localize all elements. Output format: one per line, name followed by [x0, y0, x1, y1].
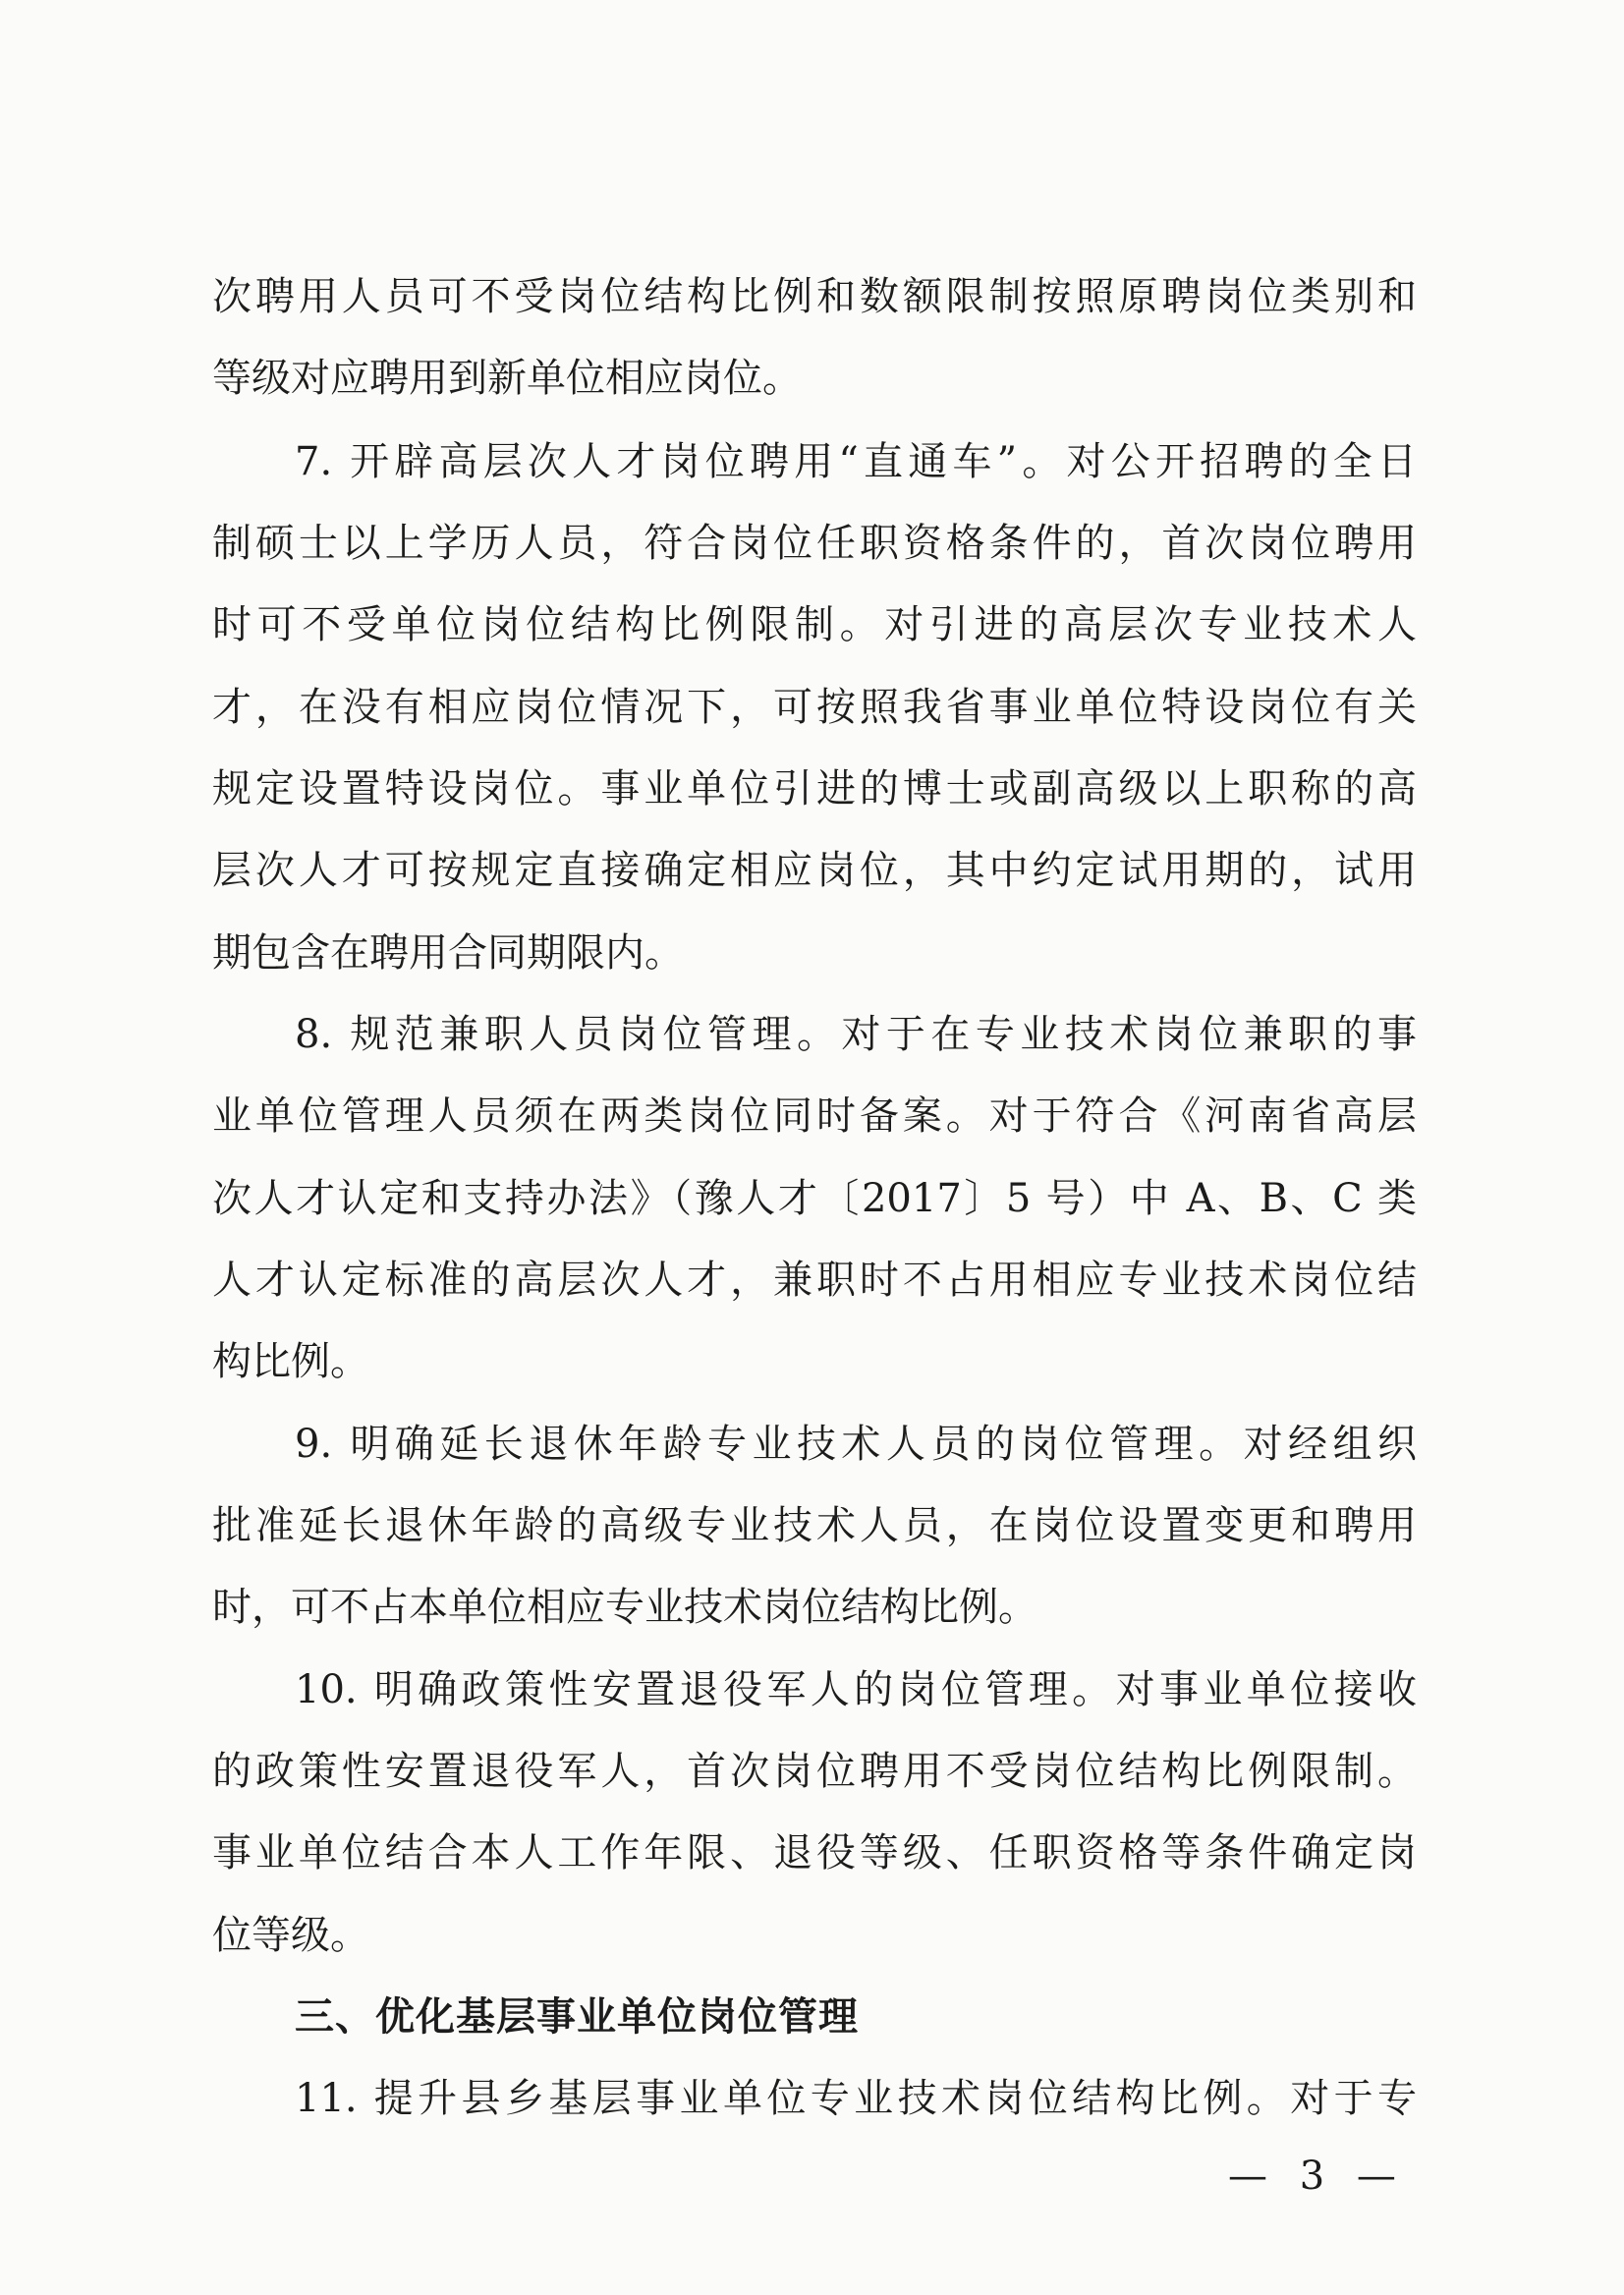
paragraph-line: 才，在没有相应岗位情况下，可按照我省事业单位特设岗位有关	[212, 685, 1417, 730]
paragraph-line: 次聘用人员可不受岗位结构比例和数额限制按照原聘岗位类别和	[212, 274, 1417, 319]
paragraph-line: 9. 明确延长退休年龄专业技术人员的岗位管理。对经组织	[295, 1422, 1417, 1467]
paragraph-line: 人才认定标准的高层次人才，兼职时不占用相应专业技术岗位结	[212, 1258, 1417, 1303]
paragraph-line: 11. 提升县乡基层事业单位专业技术岗位结构比例。对于专	[295, 2076, 1417, 2121]
paragraph-line: 10. 明确政策性安置退役军人的岗位管理。对事业单位接收	[295, 1667, 1417, 1712]
paragraph-line: 业单位管理人员须在两类岗位同时备案。对于符合《河南省高层	[212, 1093, 1417, 1139]
paragraph-line: 构比例。	[212, 1339, 369, 1384]
paragraph-line: 8. 规范兼职人员岗位管理。对于在专业技术岗位兼职的事	[295, 1012, 1417, 1057]
paragraph-line: 的政策性安置退役军人，首次岗位聘用不受岗位结构比例限制。	[212, 1749, 1417, 1794]
paragraph-line: 层次人才可按规定直接确定相应岗位，其中约定试用期的，试用	[212, 848, 1417, 893]
paragraph-line: 规定设置特设岗位。事业单位引进的博士或副高级以上职称的高	[212, 766, 1417, 812]
paragraph-line: 位等级。	[212, 1913, 369, 1958]
paragraph-line: 期包含在聘用合同期限内。	[212, 930, 684, 976]
paragraph-line: 批准延长退休年龄的高级专业技术人员，在岗位设置变更和聘用	[212, 1503, 1417, 1548]
paragraph-line: 时，可不占本单位相应专业技术岗位结构比例。	[212, 1585, 1037, 1630]
paragraph-line: 事业单位结合本人工作年限、退役等级、任职资格等条件确定岗	[212, 1830, 1417, 1875]
paragraph-line: 时可不受单位岗位结构比例限制。对引进的高层次专业技术人	[212, 602, 1417, 647]
paragraph-line: 7. 开辟高层次人才岗位聘用“直通车”。对公开招聘的全日	[295, 439, 1417, 484]
page-number: — 3 —	[1228, 2154, 1406, 2199]
paragraph-line: 等级对应聘用到新单位相应岗位。	[212, 356, 802, 401]
section-heading: 三、优化基层事业单位岗位管理	[295, 1994, 859, 2040]
paragraph-line: 次人才认定和支持办法》（豫人才〔2017〕5 号）中 A、B、C 类	[212, 1176, 1417, 1221]
paragraph-line: 制硕士以上学历人员，符合岗位任职资格条件的，首次岗位聘用	[212, 521, 1417, 566]
